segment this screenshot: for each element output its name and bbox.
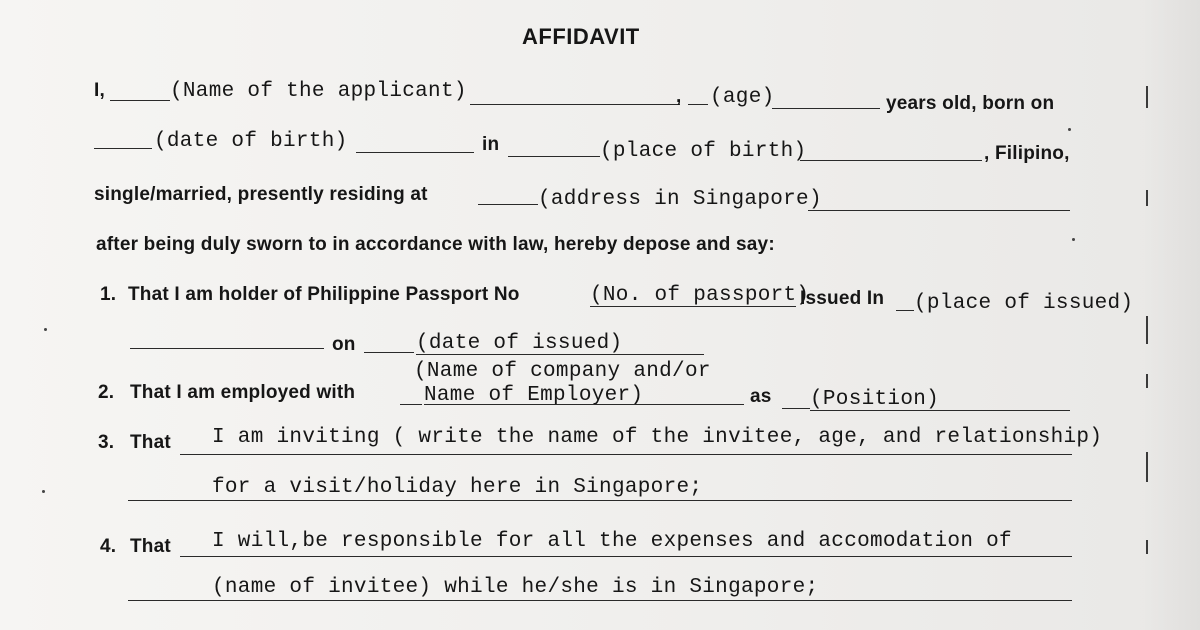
line1-comma: , — [676, 86, 682, 107]
line2-rule-a — [94, 148, 152, 149]
date-issued-field: (date of issued) — [416, 332, 623, 355]
item1-number: 1. — [100, 284, 117, 305]
item1-issued-in: Issued In — [800, 288, 885, 309]
place-of-birth-field: (place of birth) — [600, 140, 807, 163]
item1-text: That I am holder of Philippine Passport No — [128, 284, 520, 305]
item3-that: That — [130, 432, 171, 453]
line1-suffix: years old, born on — [886, 93, 1055, 114]
item4-rule-b — [128, 600, 1072, 601]
margin-mark — [1146, 86, 1148, 108]
item2-rule-c — [782, 408, 810, 409]
line1-rule-d — [772, 108, 880, 109]
address-field: (address in Singapore) — [538, 188, 822, 211]
item3-rule-b — [128, 500, 1072, 501]
margin-mark — [1146, 540, 1148, 554]
age-field: (age) — [710, 86, 775, 109]
item2-rule-d — [810, 410, 1070, 411]
margin-mark — [1146, 452, 1148, 482]
line3-rule-a — [478, 204, 538, 205]
item4-that: That — [130, 536, 171, 557]
item1-rule-place-a — [896, 310, 914, 311]
item4-rule-a — [180, 556, 1072, 557]
item2-as: as — [750, 386, 772, 407]
document-title: AFFIDAVIT — [522, 24, 640, 49]
item3-number: 3. — [98, 432, 115, 453]
item1-rule-b — [364, 352, 414, 353]
passport-rule — [590, 306, 796, 307]
margin-mark — [1146, 190, 1148, 206]
item2-number: 2. — [98, 382, 115, 403]
line2-rule-d — [800, 160, 982, 161]
speck — [1072, 238, 1075, 241]
line2-rule-b — [356, 152, 474, 153]
oath-statement: after being duly sworn to in accordance with law, hereby depose and say: — [96, 234, 775, 255]
item2-rule-b — [424, 404, 744, 405]
applicant-name-field: (Name of the applicant) — [170, 80, 467, 103]
item1-rule-c — [416, 354, 704, 355]
line3-rule-b — [808, 210, 1070, 211]
employer-field: Name of Employer) — [424, 384, 644, 407]
item1-on: on — [332, 334, 356, 355]
item4-line1: I will,be responsible for all the expenses and accomodation of — [212, 530, 1012, 553]
item3-line1: I am inviting ( write the name of the invitee, age, and relationship) — [212, 426, 1103, 449]
line2-rule-c — [508, 156, 600, 157]
speck — [42, 490, 45, 493]
date-of-birth-field: (date of birth) — [154, 130, 348, 153]
item3-rule-a — [180, 454, 1072, 455]
page-shadow — [1142, 0, 1200, 630]
item2-text: That I am employed with — [130, 382, 356, 403]
company-note: (Name of company and/or — [414, 360, 711, 383]
place-issued-field: (place of issued) — [914, 292, 1134, 315]
line1-prefix: I, — [94, 80, 105, 101]
line1-rule-c — [688, 104, 708, 105]
line1-rule-a — [110, 100, 170, 101]
line2-suffix: , Filipino, — [984, 143, 1070, 164]
position-field: (Position) — [810, 388, 940, 411]
item1-rule-a — [130, 348, 324, 349]
speck — [1068, 128, 1071, 131]
line2-in: in — [482, 134, 500, 155]
line1-rule-b — [470, 104, 680, 105]
line3-prefix: single/married, presently residing at — [94, 184, 428, 205]
margin-mark — [1146, 374, 1148, 388]
passport-number-field: (No. of passport) — [590, 284, 810, 307]
item4-line2: (name of invitee) while he/she is in Singapore; — [212, 576, 819, 599]
item3-line2: for a visit/holiday here in Singapore; — [212, 476, 703, 499]
item2-rule-a — [400, 404, 422, 405]
item4-number: 4. — [100, 536, 117, 557]
margin-mark — [1146, 316, 1148, 344]
speck — [44, 328, 47, 331]
